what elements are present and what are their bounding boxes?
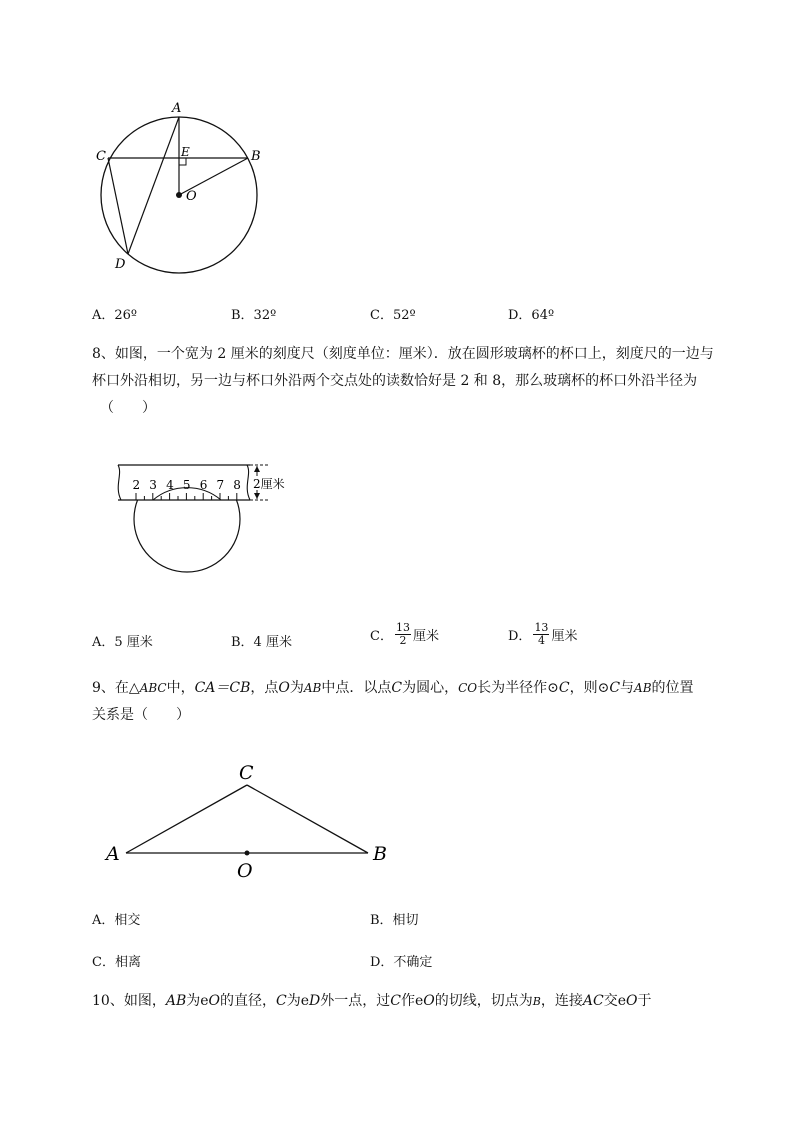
q7-label-e: E <box>181 145 190 159</box>
q7-line-cd <box>108 158 128 254</box>
q9-option-b[interactable]: B．相切 <box>370 913 419 928</box>
q8-ruler-left-break <box>118 465 121 500</box>
q9-label-c: C <box>239 762 254 784</box>
q10-question-text <box>92 988 752 1015</box>
q7-label-d: D <box>115 257 126 272</box>
q7-option-d[interactable]: D．64º <box>508 308 555 323</box>
q9-option-c[interactable]: C．相离 <box>92 955 141 970</box>
q8-width-label: 2厘米 <box>253 477 285 491</box>
q8-option-c-prefix: C． <box>370 629 393 644</box>
q8-dim-arrow-up <box>254 466 260 472</box>
q7-right-angle-mark <box>179 158 186 165</box>
q9-triangle-figure <box>100 755 400 885</box>
q7-center-dot <box>176 192 182 198</box>
q9-option-a[interactable]: A．相交 <box>92 913 141 928</box>
q8-ruler-tick-label: 3 <box>149 478 157 492</box>
q7-option-a[interactable]: A．26º <box>92 308 138 323</box>
q8-option-c[interactable] <box>370 622 439 647</box>
q8-text-line1: 8、如图，一个宽为 2 厘米的刻度尺（刻度单位：厘米）．放在圆形玻璃杯的杯口上，刻度尺的一边与 <box>92 346 714 362</box>
q8-ruler-tick-label: 7 <box>216 478 225 492</box>
q8-dim-arrow-down <box>254 493 260 499</box>
q9-text-line2: 关系是（ ） <box>92 707 190 723</box>
q7-label-o: O <box>186 189 197 204</box>
q9-label-a: A <box>106 843 120 865</box>
q7-line-ad <box>128 117 179 254</box>
q7-label-b: B <box>251 149 261 164</box>
q8-option-c-unit: 厘米 <box>412 629 439 644</box>
q8-text-line2: 杯口外沿相切，另一边与杯口外沿两个交点处的读数恰好是 2 和 8，那么玻璃杯的杯口外沿半径为 <box>92 373 698 389</box>
q8-ruler-tick-label: 5 <box>182 478 191 492</box>
q9-side-cb <box>247 785 368 853</box>
q7-circle-figure <box>90 95 270 285</box>
q8-option-c-denominator: 2 <box>399 634 407 647</box>
q9-question-text <box>92 675 752 729</box>
q8-ruler-tick-label: 2 <box>132 478 141 492</box>
q9-side-ac <box>126 785 247 853</box>
q9-option-d[interactable]: D．不确定 <box>370 955 433 970</box>
q10-text-line1: 10、如图，AB为eO的直径，C为eD外一点，过C作eO的切线，切点为B，连接AC交eO于 <box>92 993 652 1009</box>
q9-label-o: O <box>237 860 253 882</box>
q9-midpoint-o-dot <box>245 851 250 856</box>
q8-option-d-numerator: 13 <box>534 621 549 634</box>
q8-option-b[interactable]: B．4 厘米 <box>231 635 292 650</box>
q8-question-text <box>92 341 752 422</box>
q8-option-d-fraction <box>533 622 549 647</box>
q8-option-d-unit: 厘米 <box>551 629 578 644</box>
q8-ruler-figure <box>110 455 290 580</box>
q8-option-c-numerator: 13 <box>395 621 410 634</box>
q8-ruler-tick-label: 8 <box>233 478 241 492</box>
q8-option-d-denominator: 4 <box>537 634 545 647</box>
q7-option-b[interactable]: B．32º <box>231 308 277 323</box>
q8-option-d-prefix: D． <box>508 629 532 644</box>
q9-text-line1: 9、在△ABC中，CA＝CB，点O为AB中点．以点C为圆心，CO长为半径作⊙C，则⊙C与AB的位置 <box>92 680 694 696</box>
q8-option-d[interactable] <box>508 622 577 647</box>
q8-ruler-tick-label: 6 <box>199 478 208 492</box>
q7-label-a: A <box>172 101 182 116</box>
q7-option-c[interactable]: C．52º <box>370 308 416 323</box>
q8-option-c-fraction <box>395 622 411 647</box>
q7-label-c: C <box>96 149 106 164</box>
q8-option-a[interactable]: A．5 厘米 <box>92 635 153 650</box>
q8-text-line3: （ ） <box>100 400 156 416</box>
q8-ruler-tick-label: 4 <box>166 478 174 492</box>
q9-label-b: B <box>373 843 387 865</box>
